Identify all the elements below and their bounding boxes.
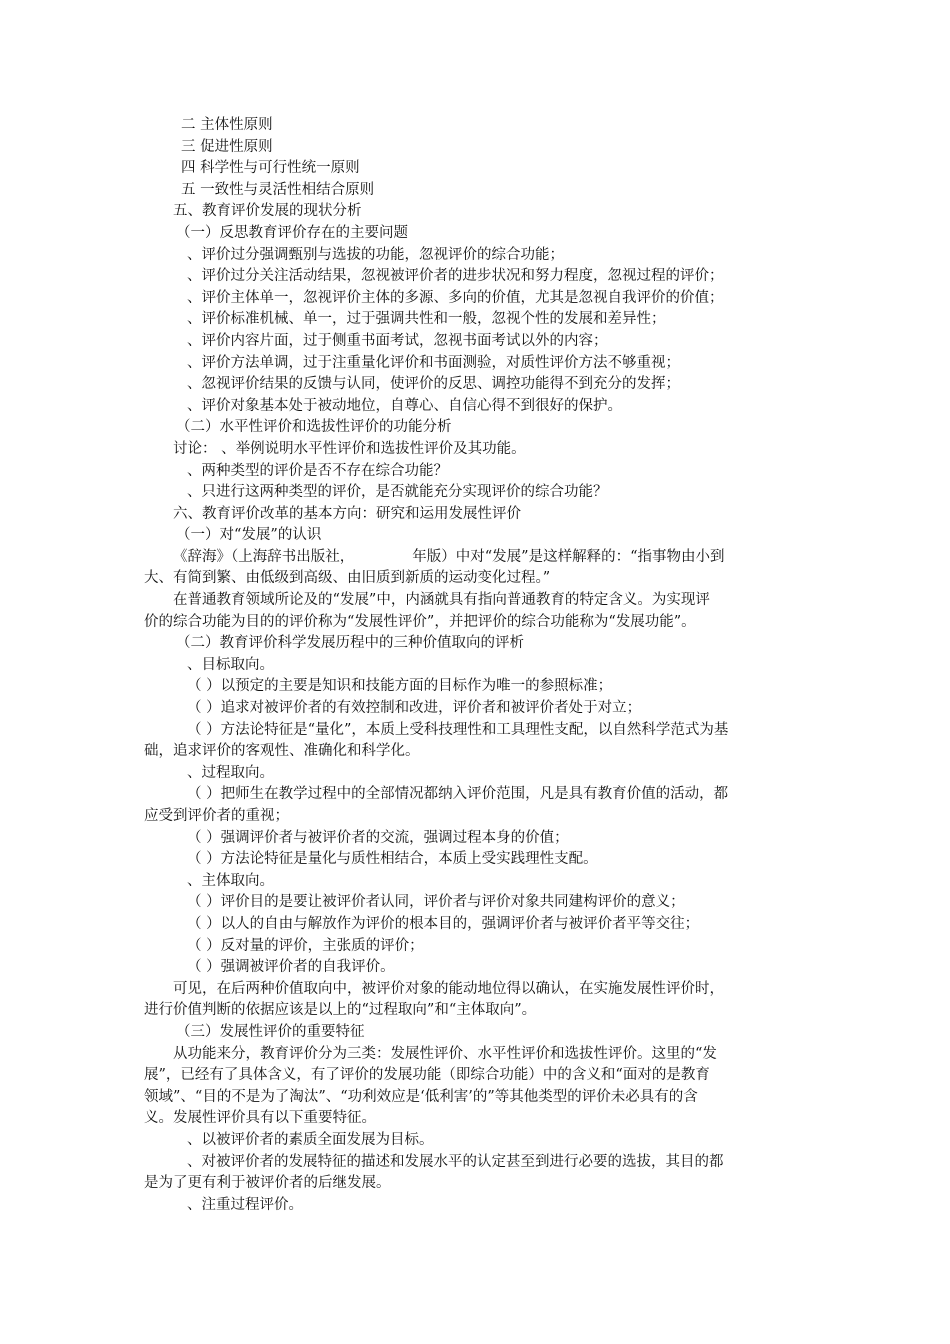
section-heading-5: 五、教育评价发展的现状分析 — [173, 203, 362, 220]
orientation-heading: 、过程取向。 — [187, 764, 274, 781]
subheading-development: （一）对“发展”的认识 — [176, 527, 322, 544]
problem-item: 、评价主体单一，忽视评价主体的多源、多向的价值，尤其是忽视自我评价的价值； — [187, 289, 724, 306]
paragraph-line: 义。发展性评价具有以下重要特征。 — [144, 1110, 376, 1127]
orientation-heading: 、主体取向。 — [187, 872, 274, 889]
principle-2: 二 主体性原则 — [181, 117, 273, 133]
problem-item: 、评价对象基本处于被动地位，自尊心、自信心得不到很好的保护。 — [187, 397, 622, 414]
orientation-item: （ ）强调评价者与被评价者的交流，强调过程本身的价值； — [187, 829, 569, 846]
feature-item-continued: 是为了更有利于被评价者的后继发展。 — [144, 1175, 391, 1192]
orientation-item: （ ）把师生在教学过程中的全部情况都纳入评价范围，凡是具有教育价值的活动，都 — [187, 786, 729, 803]
section-heading-6: 六、教育评价改革的基本方向：研究和运用发展性评价 — [173, 505, 521, 522]
orientation-heading: 、目标取向。 — [187, 656, 274, 673]
subheading-value-orientation: （二）教育评价科学发展历程中的三种价值取向的评析 — [176, 635, 524, 652]
discussion-item: 、两种类型的评价是否不存在综合功能？ — [187, 462, 448, 479]
feature-item: 、以被评价者的素质全面发展为目标。 — [187, 1131, 434, 1148]
cihai-quote-part2: 年版）中对“发展”是这样解释的：“指事物由小到 — [412, 548, 725, 565]
orientation-item: （ ）以预定的主要是知识和技能方面的目标作为唯一的参照标准； — [187, 678, 613, 695]
paragraph-line: 进行价值判断的依据应该是以上的“过程取向”和“主体取向”。 — [144, 1002, 537, 1019]
feature-item: 、注重过程评价。 — [187, 1196, 303, 1213]
orientation-item: （ ）方法论特征是“量化”，本质上受科技理性和工具理性支配，以自然科学范式为基 — [187, 721, 729, 738]
cihai-quote-part1: 《辞海》（上海辞书出版社， — [173, 548, 355, 565]
orientation-item: （ ）方法论特征是量化与质性相结合，本质上受实践理性支配。 — [187, 851, 598, 868]
orientation-item-continued: 础，追求评价的客观性、准确化和科学化。 — [144, 743, 420, 760]
paragraph-line: 大、有简到繁、由低级到高级、由旧质到新质的运动变化过程。” — [144, 570, 551, 587]
orientation-item: （ ）评价目的是要让被评价者认同，评价者与评价对象共同建构评价的意义； — [187, 894, 685, 911]
discussion-line: 讨论： 、举例说明水平性评价和选拔性评价及其功能。 — [173, 440, 526, 457]
problem-item: 、评价过分关注活动结果，忽视被评价者的进步状况和努力程度，忽视过程的评价； — [187, 268, 724, 285]
orientation-item-continued: 应受到评价者的重视； — [144, 808, 289, 824]
problem-item: 、评价方法单调，过于注重量化评价和书面测验，对质性评价方法不够重视； — [187, 354, 680, 371]
problem-item: 、评价内容片面，过于侧重书面考试，忽视书面考试以外的内容； — [187, 332, 608, 349]
problem-item: 、评价标准机械、单一，过于强调共性和一般，忽视个性的发展和差异性； — [187, 311, 666, 328]
problem-item: 、忽视评价结果的反馈与认同，使评价的反思、调控功能得不到充分的发挥； — [187, 376, 680, 393]
subheading-function-analysis: （二）水平性评价和选拔性评价的功能分析 — [176, 419, 452, 436]
orientation-item: （ ）强调被评价者的自我评价。 — [187, 959, 395, 976]
subheading-features: （三）发展性评价的重要特征 — [176, 1023, 365, 1040]
discussion-item: 、只进行这两种类型的评价，是否就能充分实现评价的综合功能？ — [187, 484, 608, 501]
problem-item: 、评价过分强调甄别与选拔的功能，忽视评价的综合功能； — [187, 246, 564, 263]
cihai-quote-line — [144, 547, 812, 569]
principle-4: 四 科学性与可行性统一原则 — [181, 160, 360, 177]
orientation-item: （ ）以人的自由与解放作为评价的根本目的，强调评价者与被评价者平等交往； — [187, 915, 700, 932]
paragraph-line: 领域”、“目的不是为了淘汰”、“功利效应是‘低利害’的”等其他类型的评价未必具有的含 — [144, 1088, 698, 1105]
paragraph-line: 可见，在后两种价值取向中，被评价对象的能动地位得以确认，在实施发展性评价时， — [173, 980, 724, 997]
orientation-item: （ ）反对量的评价，主张质的评价； — [187, 937, 424, 954]
principle-5: 五 一致性与灵活性相结合原则 — [181, 181, 375, 198]
orientation-item: （ ）追求对被评价者的有效控制和改进，评价者和被评价者处于对立； — [187, 700, 642, 717]
subheading-reflection: （一）反思教育评价存在的主要问题 — [176, 224, 408, 241]
feature-item: 、对被评价者的发展特征的描述和发展水平的认定甚至到进行必要的选拔，其目的都 — [187, 1153, 724, 1170]
principle-3: 三 促进性原则 — [181, 138, 273, 155]
paragraph-line: 价的综合功能为目的的评价称为“发展性评价”，并把评价的综合功能称为“发展功能”。 — [144, 613, 696, 630]
paragraph-line: 展”，已经有了具体含义，有了评价的发展功能（即综合功能）中的含义和“面对的是教育 — [144, 1067, 710, 1084]
document-body — [144, 115, 812, 1216]
paragraph-line: 从功能来分，教育评价分为三类：发展性评价、水平性评价和选拔性评价。这里的“发 — [173, 1045, 717, 1062]
paragraph-line: 在普通教育领域所论及的“发展”中，内涵就具有指向普通教育的特定含义。为实现评 — [173, 592, 710, 609]
